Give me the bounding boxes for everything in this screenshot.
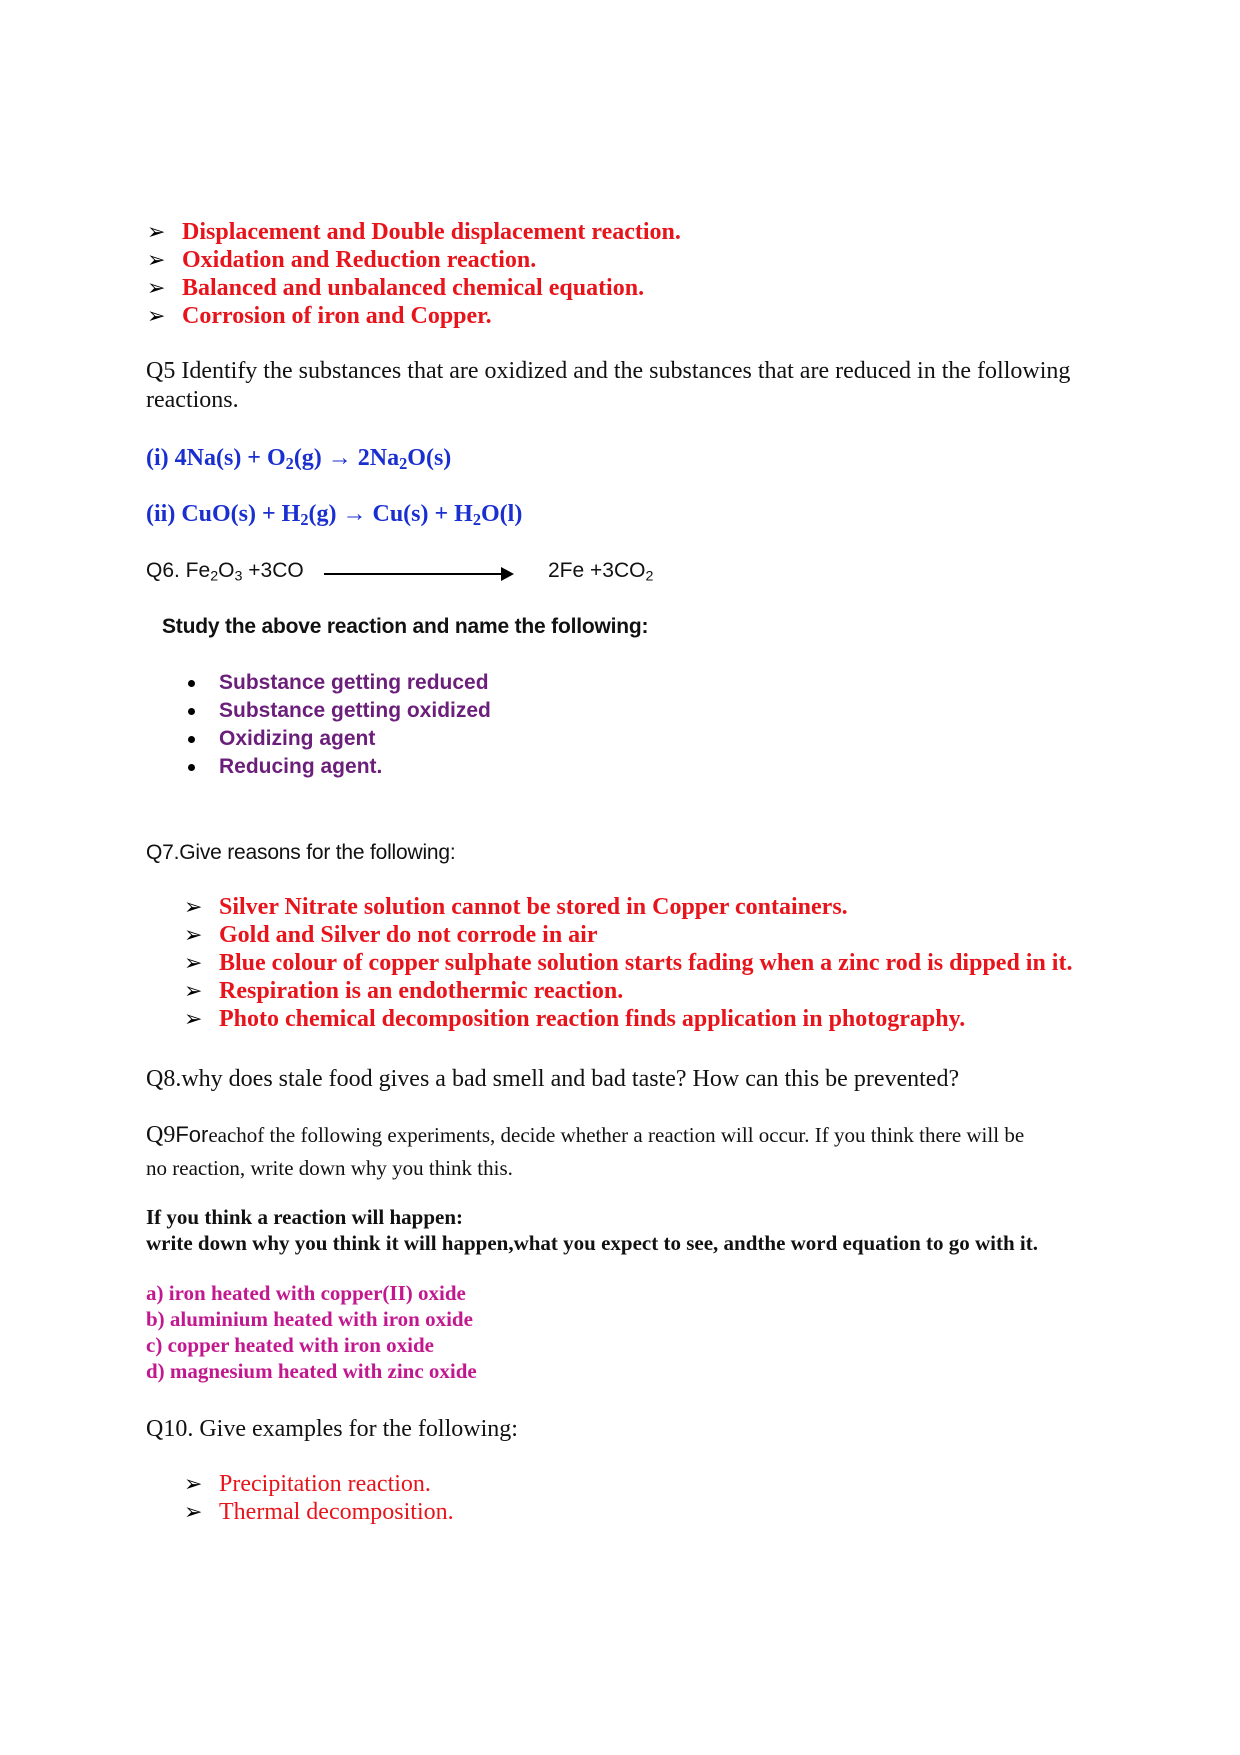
list-item: ➢ Blue colour of copper sulphate solution starts fading when a zinc rod is dipped in it. [184,950,1073,976]
q6-equation-products: $2Fe +3CO_2$ [548,559,654,585]
q9-instructions [146,1204,1038,1256]
topic-text: Corrosion of iron and Copper. [182,303,492,329]
list-item: b) aluminium heated with iron oxide [146,1307,473,1331]
list-item: c) copper heated with iron oxide [146,1333,434,1357]
list-item: ➢ Photo chemical decomposition reaction finds application in photography. [184,1006,966,1032]
q5-line2: reactions. [146,387,239,413]
list-item: Substance getting reduced [219,669,491,697]
q10-list [184,1470,454,1526]
arrow-bullet-icon: ➢ [184,1500,203,1525]
q9-line2: no reaction, write down why you think this. [146,1156,513,1180]
q5-reaction-2: (ii) $CuO(s) + H_2(g) \to Cu(s) + H_2O(l)$ [146,501,523,530]
topic-text: Oxidation and Reduction reaction. [182,247,537,273]
list-item [147,302,681,330]
topic-list [147,218,681,330]
arrow-bullet-icon: ➢ [147,220,166,245]
list-item: ➢ Gold and Silver do not corrode in air [184,922,598,948]
arrow-bullet-icon: ➢ [184,1007,203,1032]
list-item: ➢ Silver Nitrate solution cannot be stored in Copper containers. [184,894,848,920]
q5-question [146,357,1070,415]
q9-line1: Q9Foreachof the following experiments, decide whether a reaction will occur. If you think there will be [146,1122,1025,1148]
list-item: ➢ Precipitation reaction. [184,1471,431,1497]
arrow-bullet-icon: ➢ [147,276,166,301]
arrow-bullet-icon: ➢ [184,923,203,948]
q9-question [146,1120,1024,1183]
q9-bold-line1: If you think a reaction will happen: [146,1205,463,1229]
arrow-bullet-icon: ➢ [147,304,166,329]
q6-list [219,669,491,781]
topic-text: Balanced and unbalanced chemical equation. [182,275,645,301]
q9-bold-line2: write down why you think it will happen,what you expect to see, andthe word equation to go with it. [146,1231,1038,1255]
bullet-dot-icon [188,736,195,743]
list-item: ➢ Respiration is an endothermic reaction. [184,978,624,1004]
q5-line1: Q5 Identify the substances that are oxidized and the substances that are reduced in the following [146,358,1071,384]
reaction-arrow-icon [324,573,512,575]
list-item: Oxidizing agent [219,725,491,753]
bullet-dot-icon [188,764,195,771]
q9-experiments-list [146,1280,477,1384]
q7-list [184,893,1073,1033]
arrow-bullet-icon: ➢ [184,979,203,1004]
list-item: ➢ Thermal decomposition. [184,1499,454,1525]
bullet-dot-icon [188,680,195,687]
q6-study-heading: Study the above reaction and name the following: [162,615,649,638]
list-item [147,218,681,246]
q8-question: Q8.why does stale food gives a bad smell and bad taste? How can this be prevented? [146,1066,960,1092]
list-item [147,246,681,274]
list-item [147,274,681,302]
q5-reaction-1: (i) $4Na(s) + O_2(g) \to 2Na_2O(s)$ [146,445,452,474]
bullet-dot-icon [188,708,195,715]
q6-equation-reactants: Q6. $Fe_2O_3 +3CO$ [146,559,304,585]
list-item: d) magnesium heated with zinc oxide [146,1359,477,1383]
arrow-bullet-icon: ➢ [184,951,203,976]
arrow-bullet-icon: ➢ [147,248,166,273]
q10-title: Q10. Give examples for the following: [146,1416,518,1442]
arrow-bullet-icon: ➢ [184,895,203,920]
list-item: Substance getting oxidized [219,697,491,725]
topic-text: Displacement and Double displacement reaction. [182,219,681,245]
q7-title: Q7.Give reasons for the following: [146,841,456,864]
list-item: Reducing agent. [219,753,491,781]
list-item: a) iron heated with copper(II) oxide [146,1281,466,1305]
arrow-bullet-icon: ➢ [184,1472,203,1497]
